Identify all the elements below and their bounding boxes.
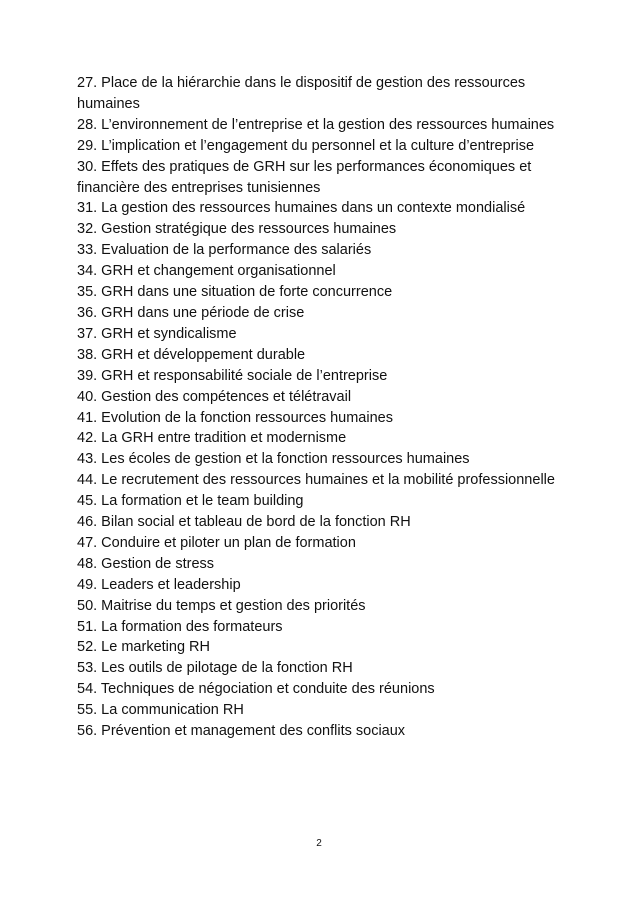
list-item: 50. Maitrise du temps et gestion des priorités xyxy=(77,597,366,614)
list-item: 47. Conduire et piloter un plan de formation xyxy=(77,534,356,551)
list-item: 54. Techniques de négociation et conduite des réunions xyxy=(77,681,435,698)
list-item: 56. Prévention et management des conflits sociaux xyxy=(77,723,406,740)
list-item: 43. Les écoles de gestion et la fonction ressources humaines xyxy=(77,451,470,468)
list-item: 45. La formation et le team building xyxy=(77,493,304,510)
list-item: 36. GRH dans une période de crise xyxy=(77,304,305,321)
list-item: 30. Effets des pratiques de GRH sur les performances économiques et financière des entreprises tunisiennes xyxy=(77,158,532,196)
list-item: 39. GRH et responsabilité sociale de l’entreprise xyxy=(77,367,388,384)
list-item: 42. La GRH entre tradition et modernisme xyxy=(77,430,347,447)
list-item: 55. La communication RH xyxy=(77,702,244,719)
list-item: 28. L’environnement de l’entreprise et la gestion des ressources humaines xyxy=(77,116,555,133)
list-item: 41. Evolution de la fonction ressources humaines xyxy=(77,409,393,426)
list-item: 46. Bilan social et tableau de bord de la fonction RH xyxy=(77,514,411,531)
list-item: 37. GRH et syndicalisme xyxy=(77,325,237,342)
topic-list xyxy=(77,73,567,742)
list-item: 32. Gestion stratégique des ressources humaines xyxy=(77,221,397,238)
list-item: 53. Les outils de pilotage de la fonction RH xyxy=(77,660,353,677)
page-number: 2 xyxy=(316,838,322,849)
list-item: 31. La gestion des ressources humaines dans un contexte mondialisé xyxy=(77,200,526,217)
list-item: 49. Leaders et leadership xyxy=(77,576,241,593)
list-item: 27. Place de la hiérarchie dans le dispositif de gestion des ressources humaines xyxy=(77,75,526,112)
list-item: 40. Gestion des compétences et télétravail xyxy=(77,388,352,405)
list-item: 29. L’implication et l’engagement du personnel et la culture d’entreprise xyxy=(77,137,535,154)
list-item: 38. GRH et développement durable xyxy=(77,346,306,363)
list-item: 34. GRH et changement organisationnel xyxy=(77,263,336,280)
list-item: 51. La formation des formateurs xyxy=(77,618,283,635)
list-item: 52. Le marketing RH xyxy=(77,639,210,656)
list-item: 35. GRH dans une situation de forte concurrence xyxy=(77,284,393,301)
list-item: 48. Gestion de stress xyxy=(77,555,215,572)
list-item: 44. Le recrutement des ressources humaines et la mobilité professionnelle xyxy=(77,472,555,489)
list-item: 33. Evaluation de la performance des salariés xyxy=(77,242,372,259)
